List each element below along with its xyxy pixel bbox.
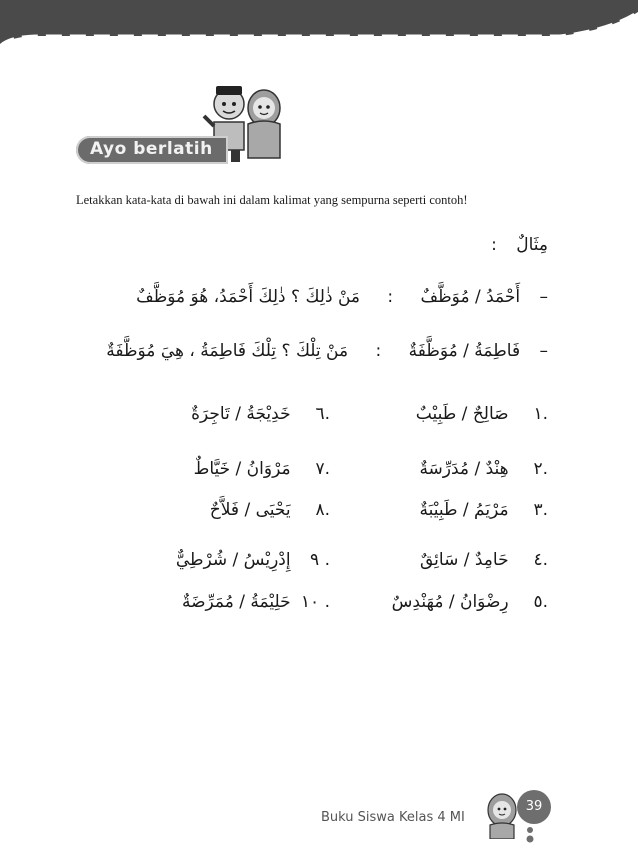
example-dash: – [539, 341, 548, 361]
exercise-item-9 [176, 550, 330, 570]
item-number: . ١٠ [300, 592, 330, 612]
item-text: مَرْوَانُ / خَيَّاطٌ [193, 459, 291, 479]
example-colon: : [375, 341, 382, 361]
exercise-item-4 [420, 550, 548, 570]
exercise-item-6 [191, 404, 330, 424]
example-row-1 [136, 287, 548, 307]
item-number: .٨ [315, 500, 330, 520]
example-sentence: مَنْ ذٰلِكَ ؟ ذٰلِكَ أَحْمَدُ، هُوَ مُوَظَّفٌ [136, 287, 360, 307]
item-text: إِدْرِيْسُ / شُرْطِيٌّ [175, 550, 291, 570]
item-number: .٧ [315, 459, 330, 479]
exercise-item-1 [416, 404, 548, 424]
item-number: .٥ [533, 592, 548, 612]
item-text: يَحْيَى / فَلاَّحٌ [209, 500, 291, 520]
example-colon: : [491, 235, 497, 255]
item-number: .٣ [533, 500, 548, 520]
item-number: .١ [533, 404, 548, 424]
example-words: أَحْمَدُ / مُوَظَّفٌ [420, 287, 521, 307]
exercise-item-3 [419, 500, 548, 520]
example-words: فَاطِمَةُ / مُوَظَّفَةٌ [408, 341, 521, 361]
item-text: هِنْدٌ / مُدَرِّسَةٌ [419, 459, 509, 479]
decorative-dots [523, 826, 541, 846]
exercise-item-5 [392, 592, 548, 612]
item-text: مَرْيَمُ / طَبِيْبَةٌ [419, 500, 509, 520]
example-dash: – [539, 287, 548, 307]
item-text: حَامِدٌ / سَائِقٌ [420, 550, 509, 570]
exercise-item-2 [419, 459, 548, 479]
item-number: .٤ [533, 550, 548, 570]
example-label-text: مِثَالٌ [516, 235, 548, 255]
item-text: صَالِحٌ / طَبِيْبٌ [415, 404, 509, 424]
item-number: .٢ [533, 459, 548, 479]
item-text: رِضْوَانُ / مُهَنْدِسٌ [391, 592, 509, 612]
example-row-2 [106, 341, 548, 361]
exercise-item-7 [194, 459, 330, 479]
example-label [491, 235, 548, 255]
banner-label: Ayo berlatih [90, 139, 213, 159]
item-number: . ٩ [310, 550, 330, 570]
item-text: حَلِيْمَةُ / مُمَرِّضَةٌ [181, 592, 291, 612]
exercise-item-10 [182, 592, 330, 612]
exercise-item-8 [210, 500, 330, 520]
header-band [0, 0, 638, 60]
page-number-badge: 39 [517, 790, 551, 824]
example-colon: : [387, 287, 394, 307]
item-number: .٦ [315, 404, 330, 424]
instruction-text: Letakkan kata-kata di bawah ini dalam kalimat yang sempurna seperti contoh! [76, 193, 468, 207]
example-sentence: مَنْ تِلْكَ ؟ تِلْكَ فَاطِمَةُ ، هِيَ مُوَظَّفَةٌ [106, 341, 349, 361]
section-banner [76, 136, 228, 164]
item-text: خَدِيْجَةُ / تَاجِرَةٌ [191, 404, 291, 424]
girl-avatar-icon [484, 793, 520, 839]
footer-book-title: Buku Siswa Kelas 4 MI [321, 810, 465, 825]
